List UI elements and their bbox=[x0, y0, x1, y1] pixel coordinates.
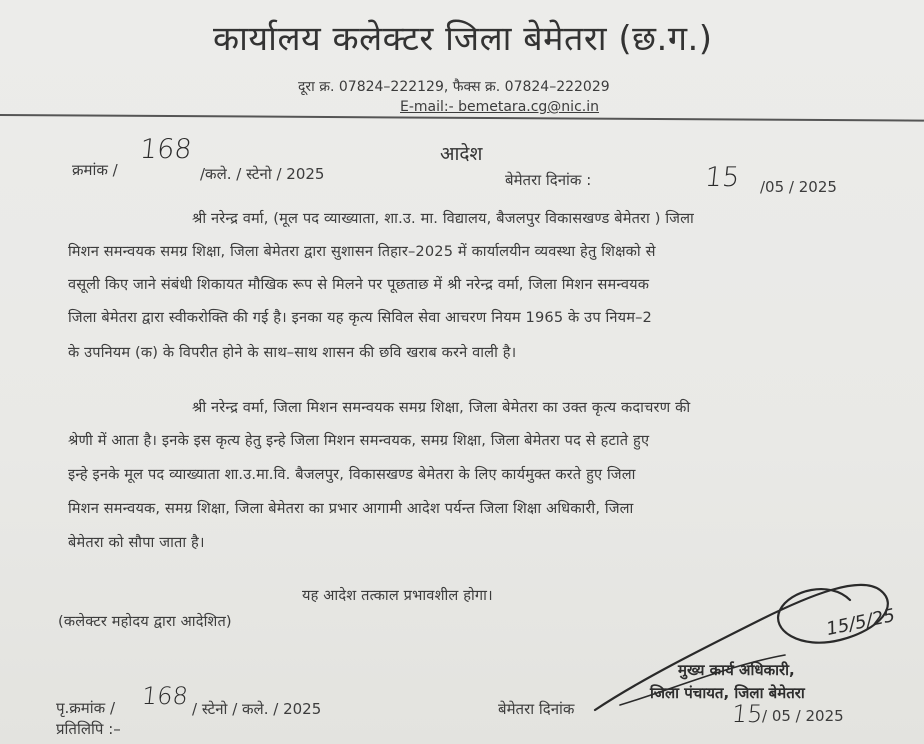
copy-label: प्रतिलिपि :– bbox=[56, 720, 121, 738]
signatory-designation: मुख्य कार्य अधिकारी, bbox=[678, 661, 795, 679]
date-rest: /05 / 2025 bbox=[760, 178, 837, 196]
body-line: के उपनियम (क) के विपरीत होने के साथ–साथ शासन की छवि खराब करने वाली है। bbox=[68, 344, 517, 361]
endorsement-ref-prefix: पृ.क्रमांक / bbox=[56, 699, 116, 717]
office-title: कार्यालय कलेक्टर जिला बेमेतरा (छ.ग.) bbox=[213, 19, 713, 59]
email-address: E-mail:- bemetara.cg@nic.in bbox=[400, 99, 599, 115]
authority-statement: (कलेक्टर महोदय द्वारा आदेशित) bbox=[58, 613, 232, 630]
effective-statement: यह आदेश तत्काल प्रभावशील होगा। bbox=[302, 587, 493, 604]
body-line: जिला बेमेतरा द्वारा स्वीकरोक्ति की गई है। इनका यह कृत्य सिविल सेवा आचरण नियम 1965 के उप नियम–2 bbox=[68, 309, 652, 326]
signatory-office: जिला पंचायत, जिला बेमेतरा bbox=[650, 684, 805, 702]
order-heading: आदेश bbox=[440, 143, 483, 165]
body-line: बेमेतरा को सौपा जाता है। bbox=[68, 534, 205, 551]
date-day-handwritten: 15 bbox=[703, 162, 741, 193]
endorsement-ref-suffix: / स्टेनो / कले. / 2025 bbox=[192, 700, 322, 718]
body-line: श्री नरेन्द्र वर्मा, (मूल पद व्याख्याता, शा.उ. मा. विद्यालय, बैजलपुर विकासखण्ड बेमेतरा ) जिला bbox=[192, 210, 694, 227]
header-divider bbox=[0, 114, 924, 122]
body-line: वसूली किए जाने संबंधी शिकायत मौखिक रूप से मिलने पर पूछताछ में श्री नरेन्द्र वर्मा, जिला मिशन समन्वयक bbox=[68, 276, 650, 293]
ref-number-handwritten: 168 bbox=[138, 134, 194, 165]
body-line: इन्हे इनके मूल पद व्याख्याता शा.उ.मा.वि. बैजलपुर, विकासखण्ड बेमेतरा के लिए कार्यमुक्त करते हुए जिला bbox=[68, 466, 636, 483]
ref-prefix: क्रमांक / bbox=[72, 161, 118, 179]
body-line: मिशन समन्वयक, समग्र शिक्षा, जिला बेमेतरा का प्रभार आगामी आदेश पर्यन्त जिला शिक्षा अधिकारी, जिला bbox=[68, 500, 634, 517]
contact-numbers: दूरा क्र. 07824–222129, फैक्स क्र. 07824–222029 bbox=[298, 79, 610, 95]
ref-suffix: /कले. / स्टेनो / 2025 bbox=[200, 165, 325, 183]
endorsement-date-day-handwritten: 15 bbox=[730, 700, 765, 728]
date-label: बेमेतरा दिनांक : bbox=[505, 171, 592, 189]
body-line: श्री नरेन्द्र वर्मा, जिला मिशन समन्वयक समग्र शिक्षा, जिला बेमेतरा का उक्त कृत्य कदाचरण की bbox=[192, 399, 691, 416]
endorsement-date-label: बेमेतरा दिनांक bbox=[498, 700, 575, 718]
body-line: श्रेणी में आता है। इनके इस कृत्य हेतु इन्हे जिला मिशन समन्वयक, समग्र शिक्षा, जिला बेमेतरा पद से हटाते हुए bbox=[68, 432, 650, 449]
body-line: मिशन समन्वयक समग्र शिक्षा, जिला बेमेतरा द्वारा सुशासन तिहार–2025 में कार्यालयीन व्यवस्था हेतु शिक्षको से bbox=[68, 243, 656, 260]
endorsement-date-rest: / 05 / 2025 bbox=[762, 707, 844, 725]
endorsement-ref-number-handwritten: 168 bbox=[140, 682, 190, 710]
signature-date-handwritten: 15/5/25 bbox=[824, 605, 897, 640]
